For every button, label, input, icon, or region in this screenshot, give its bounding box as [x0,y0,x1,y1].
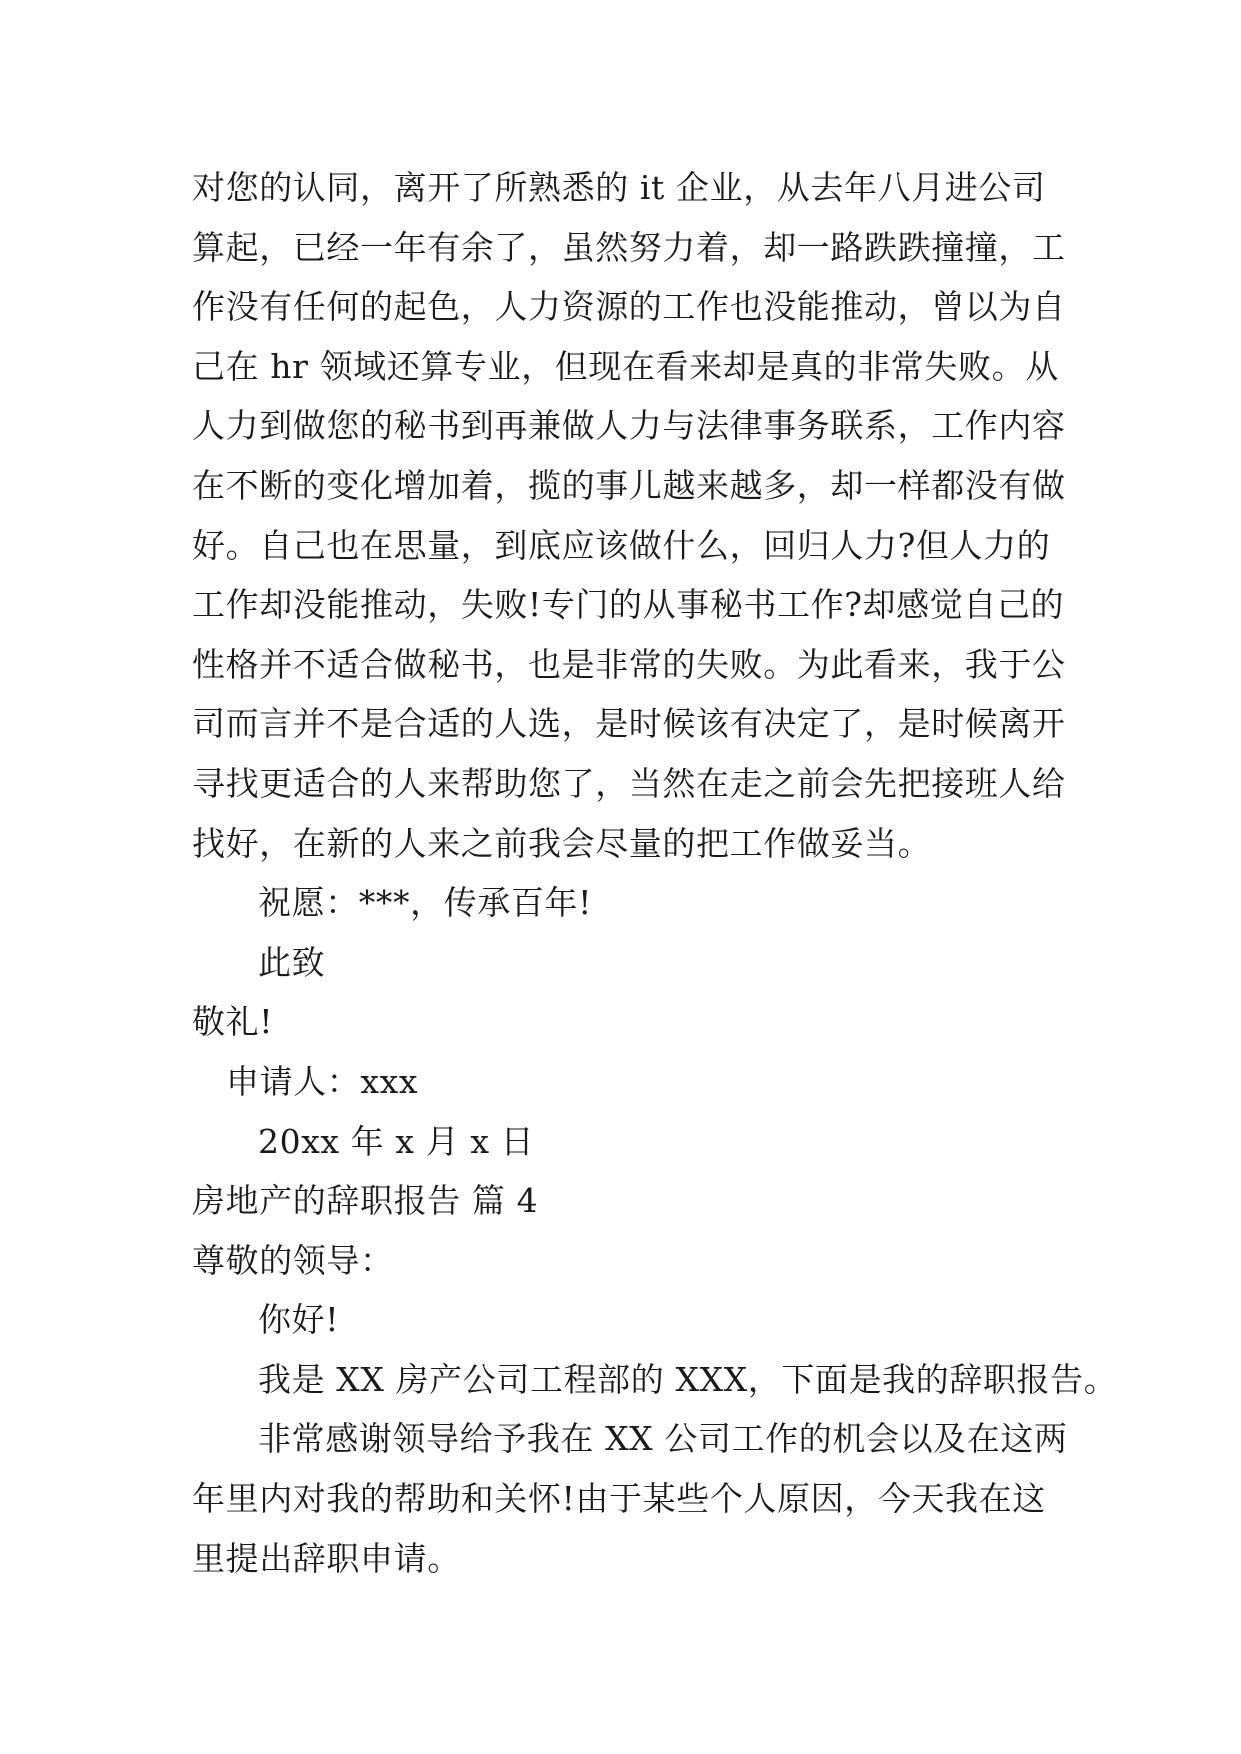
text-line: 在不断的变化增加着，揽的事儿越来越多，却一样都没有做 [192,465,1066,505]
text-line: 人力到做您的秘书到再兼做人力与法律事务联系，工作内容 [192,406,1066,446]
text-line: 年里内对我的帮助和关怀!由于某些个人原因，今天我在这 [192,1479,1046,1519]
text-line: 好。自己也在思量，到底应该做什么，回归人力?但人力的 [192,525,1051,565]
document-body [192,158,1118,1588]
section-heading: 房地产的辞职报告 篇 4 [192,1181,539,1221]
text-line: 司而言并不是合适的人选，是时候该有决定了，是时候离开 [192,704,1066,744]
text-line: 我是 XX 房产公司工程部的 XXX，下面是我的辞职报告。 [258,1359,1118,1399]
text-line: 对您的认同，离开了所熟悉的 it 企业，从去年八月进公司 [192,168,1046,207]
text-line: 找好，在新的人来之前我会尽量的把工作做妥当。 [192,823,932,863]
text-line: 算起，已经一年有余了，虽然努力着，却一路跌跌撞撞，工 [192,227,1066,267]
text-line: 工作却没能推动，失败!专门的从事秘书工作?却感觉自己的 [192,585,1065,625]
letter-hello: 你好! [258,1300,340,1340]
salutation-cizhi: 此致 [258,942,326,982]
text-line: 非常感谢领导给予我在 XX 公司工作的机会以及在这两 [258,1419,1068,1459]
closing-wish: 祝愿：***，传承百年! [258,883,592,923]
applicant-signature: 申请人：xxx [226,1061,419,1101]
text-line: 寻找更适合的人来帮助您了，当然在走之前会先把接班人给 [192,763,1066,803]
text-line: 作没有任何的起色，人力资源的工作也没能推动，曾以为自 [192,287,1066,327]
signature-date: 20xx 年 x 月 x 日 [258,1121,535,1161]
text-line: 里提出辞职申请。 [192,1538,461,1578]
text-line: 性格并不适合做秘书，也是非常的失败。为此看来，我于公 [192,644,1066,684]
letter-greeting: 尊敬的领导： [192,1240,394,1280]
salutation-jingli: 敬礼! [192,1002,274,1042]
text-line: 己在 hr 领域还算专业，但现在看来却是真的非常失败。从 [192,346,1059,386]
